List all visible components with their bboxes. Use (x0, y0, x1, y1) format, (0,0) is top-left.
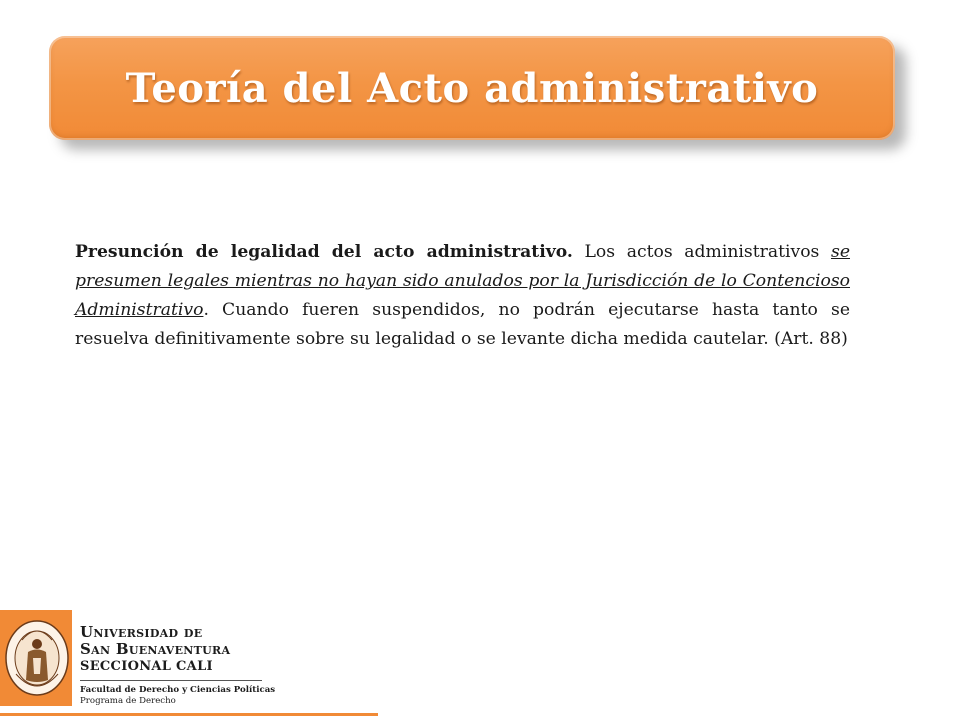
university-logo (0, 610, 380, 720)
faculty-name: Facultad de Derecho y Ciencias Políticas (80, 685, 276, 695)
body-lead: Presunción de legalidad del acto administrativo. (75, 242, 573, 262)
body-emphasis: se presumen legales mientras no hayan sido anulados por la Jurisdicción de lo Contencioso Administrativo (75, 242, 850, 320)
university-line-3: SECCIONAL CALI (80, 659, 213, 674)
program-name: Programa de Derecho (80, 696, 176, 706)
title-banner (49, 36, 895, 140)
university-name (80, 624, 230, 675)
body-text-before: Los actos administrativos (572, 242, 831, 262)
slide-title: Teoría del Acto administrativo (125, 64, 819, 112)
logo-underline (0, 713, 378, 716)
university-line-2: San Buenaventura (80, 640, 231, 658)
university-line-1: Universidad de (80, 623, 203, 641)
logo-divider (80, 680, 262, 681)
faculty-block (80, 685, 275, 707)
body-text-after: . Cuando fueren suspendidos, no podrán ejecutarse hasta tanto se resuelva definitivamente sobre su legalidad o se levante dicha medida cautelar. (Art. 88) (75, 300, 850, 349)
body-paragraph (75, 238, 850, 354)
university-seal-icon (4, 618, 70, 698)
